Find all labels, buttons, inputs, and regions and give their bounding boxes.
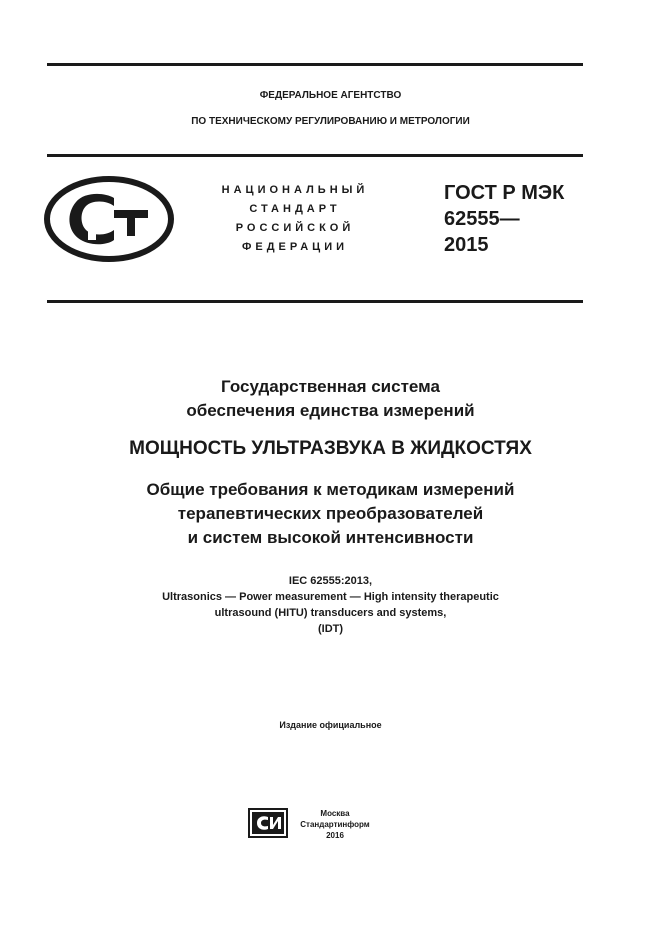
top-rule bbox=[47, 63, 583, 66]
national-standard-label bbox=[200, 181, 390, 257]
agency-line-2: ПО ТЕХНИЧЕСКОМУ РЕГУЛИРОВАНИЮ И МЕТРОЛОГИИ bbox=[191, 116, 470, 127]
rst-logo-icon bbox=[44, 176, 174, 262]
header-rule bbox=[47, 154, 583, 157]
publisher-info bbox=[300, 808, 370, 841]
national-line-1: НАЦИОНАЛЬНЫЙ bbox=[221, 184, 369, 196]
system-title-line-1: Государственная система bbox=[221, 377, 440, 396]
agency-line-1: ФЕДЕРАЛЬНОЕ АГЕНТСТВО bbox=[259, 90, 402, 101]
iec-line-2: Ultrasonics — Power measurement — High intensity therapeutic bbox=[162, 591, 499, 603]
si-logo-icon bbox=[248, 808, 288, 838]
standard-code-line-1: ГОСТ Р МЭК bbox=[444, 182, 565, 204]
publisher-city: Москва bbox=[320, 809, 350, 818]
iec-line-4: (IDT) bbox=[317, 623, 344, 635]
iec-line-1: IEC 62555:2013, bbox=[288, 575, 373, 587]
standard-code bbox=[444, 180, 564, 258]
national-line-2: СТАНДАРТ bbox=[249, 203, 341, 215]
mid-rule bbox=[47, 300, 583, 303]
standard-code-line-3: 2015 bbox=[444, 234, 489, 256]
national-line-4: ФЕДЕРАЦИИ bbox=[241, 241, 349, 253]
subtitle-line-1: Общие требования к методикам измерений bbox=[146, 480, 515, 499]
publisher-year: 2016 bbox=[326, 831, 344, 840]
national-line-3: РОССИЙСКОЙ bbox=[235, 222, 355, 234]
system-title-line-2: обеспечения единства измерений bbox=[186, 401, 475, 420]
main-title: МОЩНОСТЬ УЛЬТРАЗВУКА В ЖИДКОСТЯХ bbox=[129, 438, 532, 459]
iec-line-3: ultrasound (HITU) transducers and systems, bbox=[214, 607, 447, 619]
edition-label: Издание официальное bbox=[279, 720, 382, 730]
subtitle-line-2: терапевтических преобразователей bbox=[177, 504, 484, 523]
publisher-name: Стандартинформ bbox=[300, 820, 370, 829]
standard-code-line-2: 62555— bbox=[444, 208, 520, 230]
subtitle-line-3: и систем высокой интенсивности bbox=[187, 528, 474, 547]
